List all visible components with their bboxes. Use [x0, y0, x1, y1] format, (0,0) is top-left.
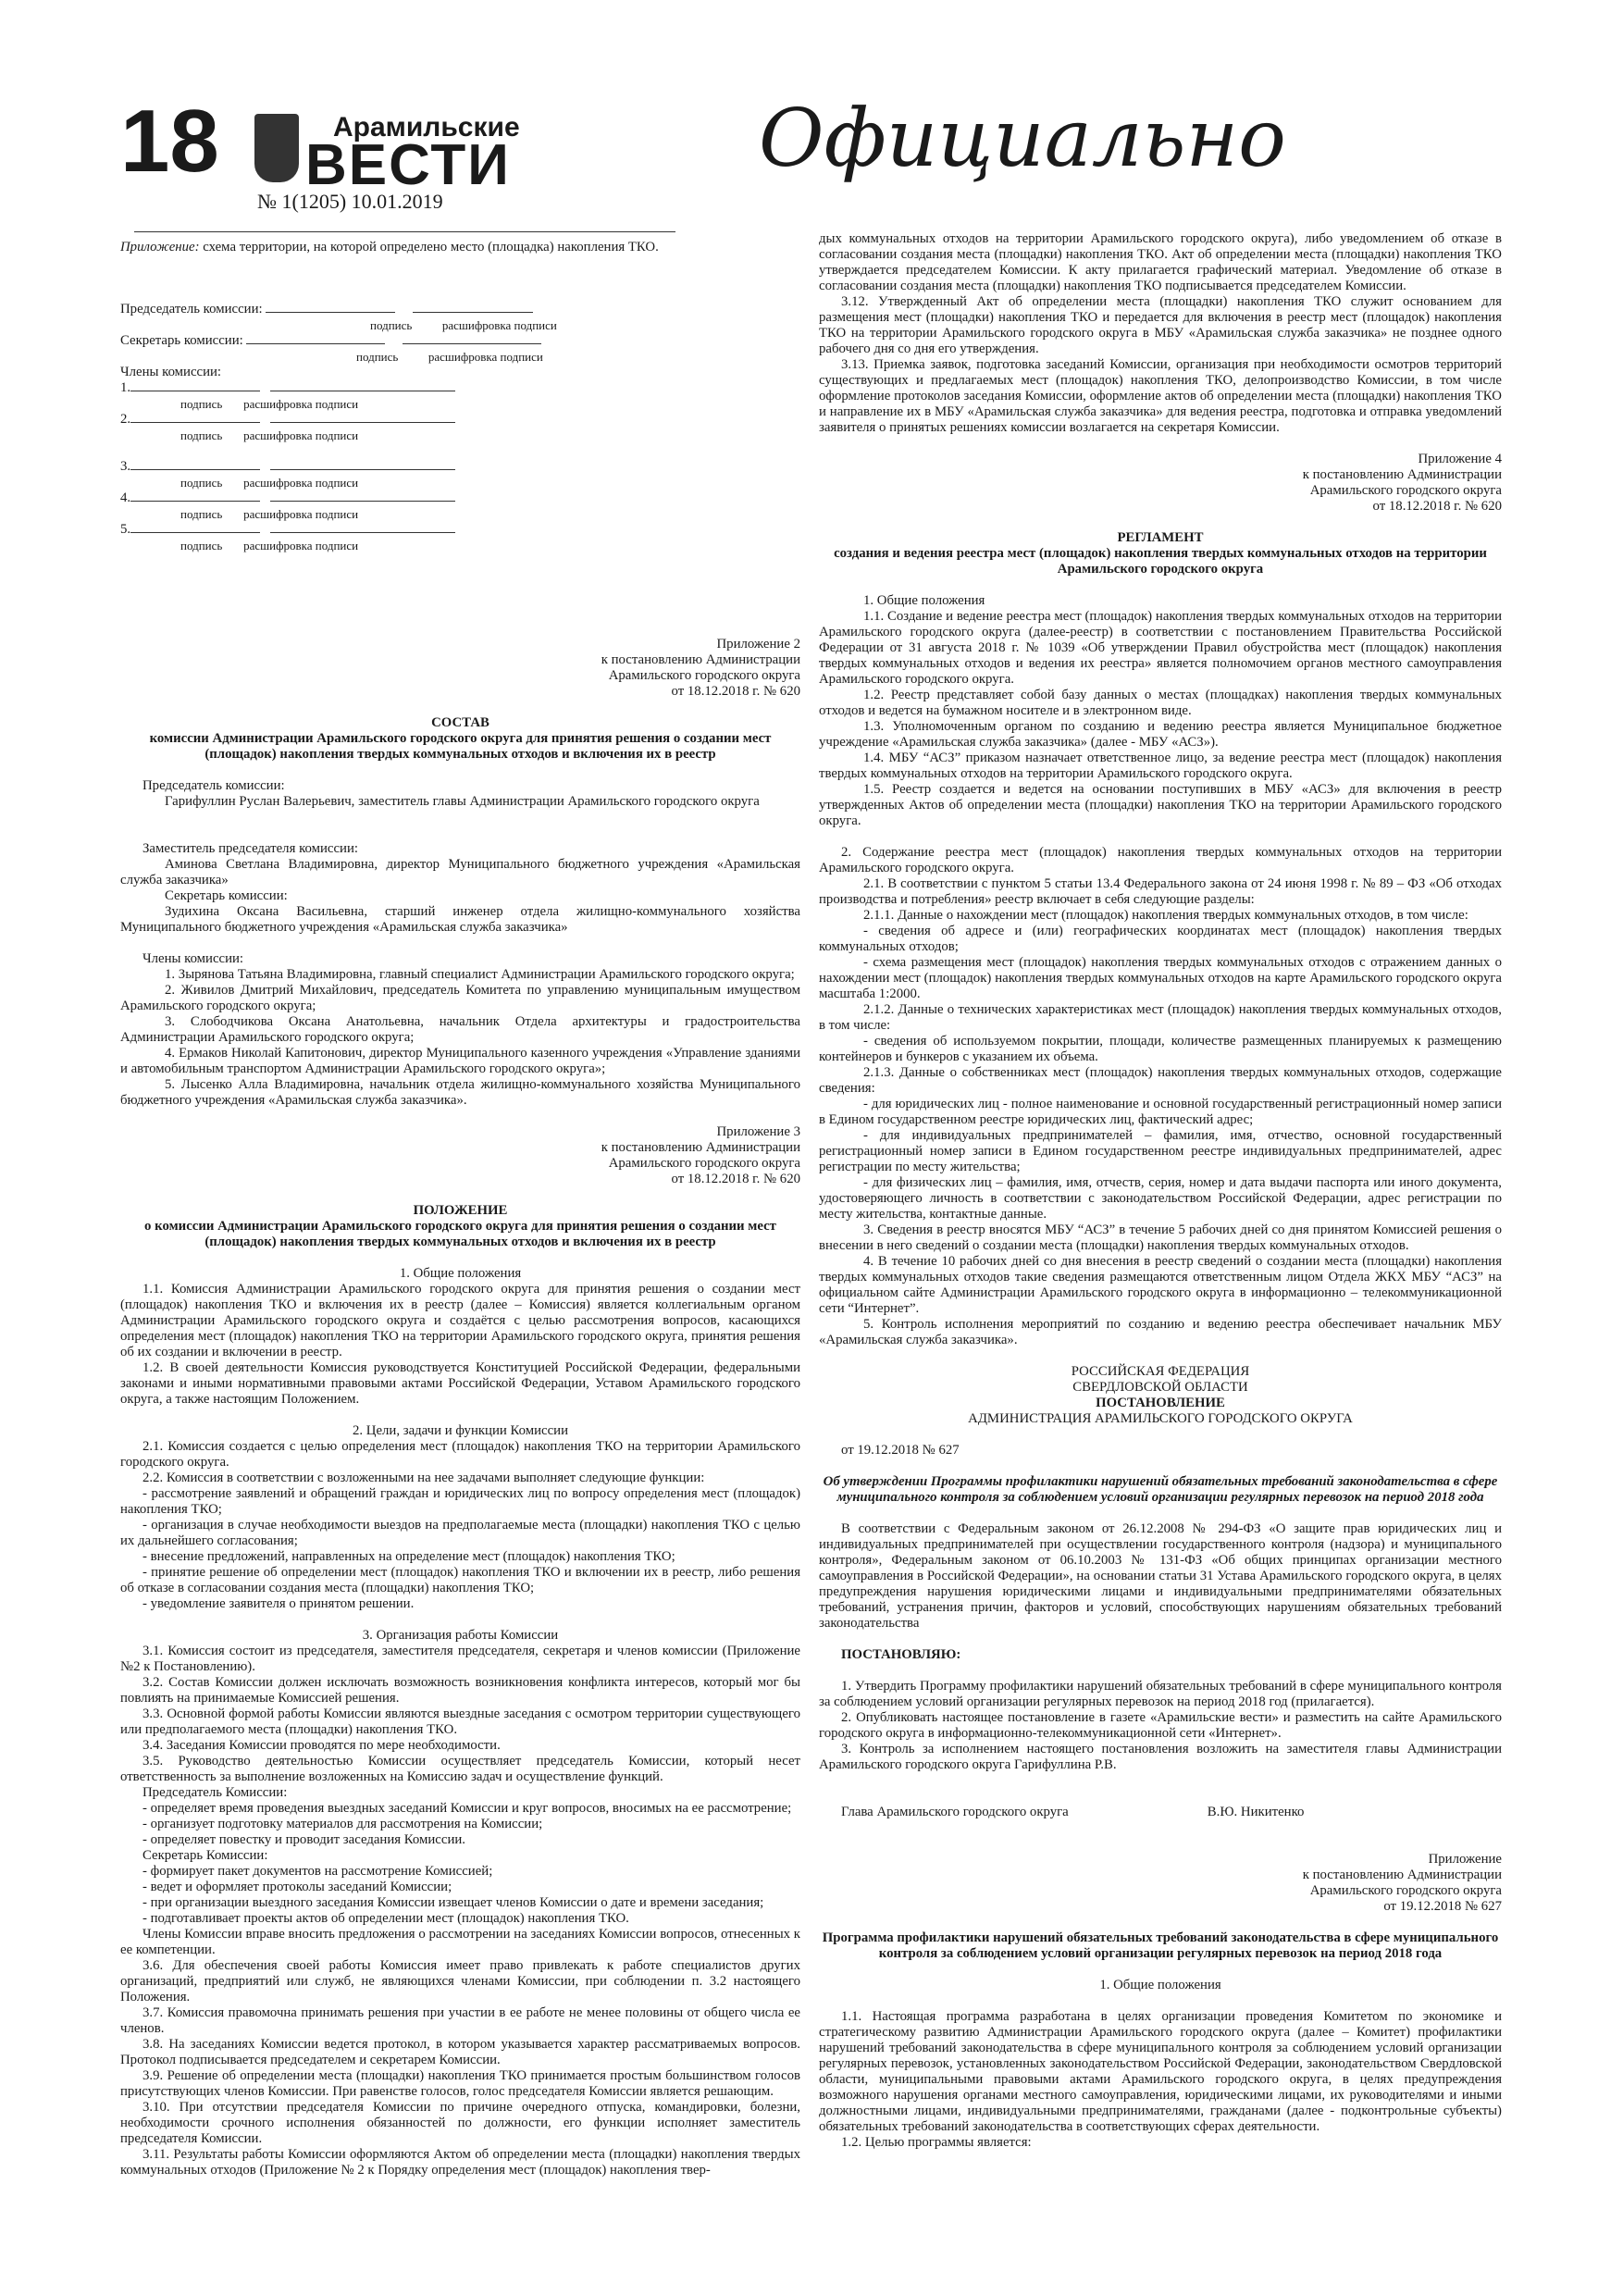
secretary-sign: Секретарь комиссии:	[120, 333, 800, 349]
administration-label: АДМИНИСТРАЦИЯ АРАМИЛЬСКОГО ГОРОДСКОГО ОКРУГА	[968, 1411, 1353, 1426]
coat-of-arms-icon	[254, 114, 299, 182]
page-number: 18	[120, 92, 219, 191]
rf-label: РОССИЙСКАЯ ФЕДЕРАЦИЯ	[1071, 1364, 1250, 1379]
chairman-sign: Председатель комиссии:	[120, 302, 800, 317]
appendix-4-header: Приложение 4 к постановлению Администрации Арамильского городского округа от 18.12.2018 г. № 620	[1302, 452, 1502, 514]
reglament-subtitle: создания и ведения реестра мест (площадок) накопления твердых коммунальных отходов на территории Арамильского городского округа	[834, 546, 1487, 577]
head-signature: Глава Арамильского городского округа В.Ю. Никитенко	[841, 1805, 1305, 1819]
decree-about: Об утверждении Программы профилактики нарушений обязательных требований законодательства в сфере муниципального контроля за соблюдением условий организации регулярных перевозок на период 2018 года	[823, 1474, 1498, 1505]
reglament-title: РЕГЛАМЕНТ	[1117, 530, 1204, 545]
decree-date: от 19.12.2018 № 627	[841, 1443, 960, 1458]
issue-info: № 1(1205) 10.01.2019	[257, 190, 443, 213]
sostav-subtitle: комиссии Администрации Арамильского городского округа для принятия решения о создании мест (площадок) накопления твердых коммунальных отходов и включения их в реестр	[149, 731, 772, 762]
program-title: Программа профилактики нарушений обязательных требований законодательства в сфере муниципального контроля за соблюдением условий организации регулярных перевозок на период 2018 года	[822, 1930, 1499, 1961]
page-header	[120, 92, 1508, 236]
members-label: Члены комиссии:	[120, 365, 222, 379]
right-column: дых коммунальных отходов на территории Арамильского городского округа), либо уведомлением об отказе в согласовании создания места (площадки) накопления ТКО. Акт об определении места (площадки) накопления ТКО утверждается председателем Комиссии. К акту прилагается графический материал. Уведомление об отказе в согласовании создания места (площадки) накопления ТКО подписывается председателем Комиссии. 3.12. Утвержденный Акт об определении места (площадки) накопления ТКО служит основанием для размещения мест (площадки) накопления ТКО и передается для включения в реестр мест (площадок) накопления ТКО на территории Арамильского городского округа в МБУ «Арамильская служба заказчика» не позднее одного рабочего дня со дня его утверждения. 3.13. Приемка заявок, подготовка заседаний Комиссии, организация при необходимости осмотров территорий существующих и предлагаемых мест (площадок) накопления ТКО, делопроизводство Комиссии, в том числе оформление протоколов заседания Комиссии, оформление актов об определении места (площадки) накопления ТКО и направление их в МБУ «Арамильская служба заказчика» для ведения реестра, подготовка и отправка уведомлений заявителя о принятых решениях комиссии возлагается на секретаря Комиссии. Приложение 4 к постановлению Администрации Арамильского городского округа от 18.12.2018 г. № 620 РЕГЛАМЕНТ создания и ведения реестра мест (площадок) накопления твердых коммунальных отходов на территории Арамильского городского округа 1. Общие положения 1.1. Создание и ведение реестра мест (площадок) накопления твердых коммунальных отходов на территории Арамильского городского округа (далее-реестр) в соответствии с постановлением Правительства Российской Федерации от 31 августа 2018 г. № 1039 «Об утверждении Правил обустройства мест (площадок) накопления твердых коммунальных отходов и ведения их реестра» является полномочием органов местного самоуправления Арамильского городского округа. 1.2. Реестр представляет собой базу данных о местах (площадках) накопления твердых коммунальных отходов и ведется на бумажном носителе и в электронном виде. 1.3. Уполномоченным органом по созданию и ведению реестра является Муниципальное бюджетное учреждение «Арамильская служба заказчика» (далее - МБУ «АСЗ»). 1.4. МБУ “АСЗ” приказом назначает ответственное лицо, за ведение реестра мест (площадок) накопления твердых коммунальных отходов на территории Арамильского городского округа. 1.5. Реестр создается и ведется на основании поступивших в МБУ «АСЗ» для включения в реестр утвержденных Актов об определении места (площадки) накопления ТКО на территории Арамильского городского округа. 2. Содержание реестра мест (площадок) накопления твердых коммунальных отходов на территории Арамильского городского округа. 2.1. В соответствии с пунктом 5 статьи 13.4 Федерального закона от 24 июня 1998 г. № 89 – ФЗ «Об отходах производства и потребления» реестр включает в себя следующие разделы: 2.1.1. Данные о нахождении мест (площадок) накопления твердых коммунальных отходов, в том числе: - сведения об адресе и (или) географических координатах мест (площадок) накопления твердых коммунальных отходов; - схема размещения мест (площадок) накопления твердых коммунальных отходов с отражением данных о нахождении мест (площадок) накопления твердых коммунальных отходов на карте Арамильского городского округа масштаба 1:2000. 2.1.2. Данные о технических характеристиках мест (площадок) накопления твердых коммунальных отходов, в том числе: - сведения об используемом покрытии, площади, количестве размещенных планируемых к размещению контейнеров и бункеров с указанием их объема. 2.1.3. Данные о собственниках мест (площадок) накопления твердых коммунальных отходов, содержащие сведения: - для юридических лиц - полное наименование и основной государственный регистрационный номер записи в Едином государственном реестре юридических лиц, фактический адрес; - для индивидуальных предпринимателей – фамилия, имя, отчество, основной государственный регистрационный номер записи в Едином государственном реестре индивидуальных предпринимателей, адрес регистрации по месту жительства; - для физических лиц – фамилия, имя, отчеств, серия, номер и дата выдачи паспорта или иного документа, удостоверяющего личность в соответствии с законодательством Российской Федерации, адрес регистрации по месту жительства, контактные данные. 3. Сведения в реестр вносятся МБУ “АСЗ” в течение 5 рабочих дней со дня принятом Комиссией решения о внесении в него сведений о создании места (площадки) накопления твердых коммунальных отходов. 4. В течение 10 рабочих дней со дня внесения в реестр сведений о создании места (площадки) накопления твердых коммунальных отходов такие сведения размещаются ответственным лицом Отдела ЖКХ МБУ “АСЗ” на официальном сайте Администрации Арамильского городского округа в информационно – телекоммуникационной сети “Интернет”. 5. Контроль исполнения мероприятий по созданию и ведению реестра обеспечивает начальник МБУ «Арамильская служба заказчика». РОССИЙСКАЯ ФЕДЕРАЦИЯ СВЕРДЛОВСКОЙ ОБЛАСТИ ПОСТАНОВЛЕНИЕ АДМИНИСТРАЦИЯ АРАМИЛЬСКОГО ГОРОДСКОГО ОКРУГА от 19.12.2018 № 627 Об утверждении Программы профилактики нарушений обязательных требований законодательства в сфере муниципального контроля за соблюдением условий организации регулярных перевозок на период 2018 года В соответствии с Федеральным законом от 26.12.2008 № 294-ФЗ «О защите прав юридических лиц и индивидуальных предпринимателей при осуществлении государственного контроля (надзора) и муниципального контроля», Федеральным законом от 06.10.2003 № 131-ФЗ «Об общих принципах организации местного самоуправления в Российской Федерации», на основании статьи 31 Устава Арамильского городского округа, в целях предупреждения нарушения юридическими лицами и индивидуальными предпринимателями обязательных требований, устранения причин, факторов и условий, способствующих нарушениям обязательных требований законодательства ПОСТАНОВЛЯЮ: 1. Утвердить Программу профилактики нарушений обязательных требований в сфере муниципального контроля за соблюдением условий организации регулярных перевозок на период 2018 год (прилагается). 2. Опубликовать настоящее постановление в газете «Арамильские вести» и разместить на сайте Арамильского городского округа в информационно-телекоммуникационной сети «Интернет». 3. Контроль за исполнением настоящего постановления возложить на заместителя главы Администрации Арамильского городского округа Гарифуллина Р.В. Глава Арамильского городского округа В.Ю. Никитенко Приложение к постановлению Администрации Арамильского городского округа от 19.12.2018 № 627 Программа профилактики нарушений обязательных требований законодательства в сфере муниципального контроля за соблюдением условий организации регулярных перевозок на период 2018 года 1. Общие положения 1.1. Настоящая программа разработана в целях организации проведения Комитетом по экономике и стратегическому развитию Администрации Арамильского городского округа (далее – Комитет) профилактики нарушений требований законодательства в сфере муниципального контроля за соблюдением условий организации регулярных перевозок, установленных законодательством Российской Федерации, законодательством Свердловской области, муниципальными правовыми актами Арамильского городского округа, в целях предупреждения возможного нарушения органами местного самоуправления, юридическими лицами, их руководителями и иными должностными лицами, индивидуальными предпринимателями, гражданами (далее - подконтрольные субъекты) обязательных требований законодательства в соответствующих сферах деятельности. 1.2. Целью программы является:	[819, 231, 1502, 2150]
postanovlenie-title: ПОСТАНОВЛЕНИЕ	[1096, 1396, 1225, 1410]
appendix-3-header: Приложение 3 к постановлению Администрации Арамильского городского округа от 18.12.2018 г. № 620	[601, 1124, 800, 1186]
logo-line2: ВЕСТИ	[305, 133, 511, 197]
decree-label: ПОСТАНОВЛЯЮ:	[841, 1647, 961, 1662]
polozhenie-subtitle: о комиссии Администрации Арамильского городского округа для принятия решения о создании мест (площадок) накопления твердых коммунальных отходов и включения их в реестр	[144, 1219, 776, 1249]
appendix-2-header: Приложение 2 к постановлению Администрации Арамильского городского округа от 18.12.2018 г. № 620	[601, 637, 800, 699]
appendix-header: Приложение к постановлению Администрации Арамильского городского округа от 19.12.2018 № 627	[1302, 1852, 1502, 1914]
sostav-title: СОСТАВ	[431, 715, 489, 730]
attachment-note: Приложение: схема территории, на которой определено место (площадка) накопления ТКО.	[120, 240, 659, 254]
region-label: СВЕРДЛОВСКОЙ ОБЛАСТИ	[1072, 1380, 1248, 1395]
polozhenie-title: ПОЛОЖЕНИЕ	[413, 1203, 508, 1218]
section-title: Официально	[759, 93, 1286, 185]
left-column: Приложение: схема территории, на которой определено место (площадка) накопления ТКО. Председатель комиссии: подпись расшифровка подписи Секретарь комиссии: подпись расшифровка подписи Члены комиссии: 1. подпись расшифровка подписи 2. подпись расшифровка подписи 3. подпись расшифровка подписи 4. подпись расшифровка подписи 5. подпись расшифровка подписи Приложение 2 к постановлению Администрации Арамильского городского округа от 18.12.2018 г. № 620 СОСТАВ комиссии Администрации Арамильского городского округа для принятия решения о создании мест (площадок) накопления твердых коммунальных отходов и включения их в реестр Председатель комиссии: Гарифуллин Руслан Валерьевич, заместитель главы Администрации Арамильского городского округа Заместитель председателя комиссии: Аминова Светлана Владимировна, директор Муниципального бюджетного учреждения «Арамильская служба заказчика» Секретарь комиссии: Зудихина Оксана Васильевна, старший инженер отдела жилищно-коммунального хозяйства Муниципального бюджетного учреждения «Арамильская служба заказчика» Члены комиссии: 1. Зырянова Татьяна Владимировна, главный специалист Администрации Арамильского городского округа; 2. Живилов Дмитрий Михайлович, председатель Комитета по управлению муниципальным имуществом Арамильского городского округа; 3. Слободчикова Оксана Анатольевна, начальник Отдела архитектуры и градостроительства Администрации Арамильского городского округа; 4. Ермаков Николай Капитонович, директор Муниципального казенного учреждения «Управление зданиями и автомобильным транспортом Администрации Арамильского городского округа»; 5. Лысенко Алла Владимировна, начальник отдела жилищно-коммунального хозяйства Муниципального бюджетного учреждения «Арамильская служба заказчика». Приложение 3 к постановлению Администрации Арамильского городского округа от 18.12.2018 г. № 620 ПОЛОЖЕНИЕ о комиссии Администрации Арамильского городского округа для принятия решения о создании мест (площадок) накопления твердых коммунальных отходов и включения их в реестр 1. Общие положения 1.1. Комиссия Администрации Арамильского городского округа для принятия решения о создании мест (площадок) накопления ТКО и включения их в реестр (далее – Комиссия) является коллегиальным органом Администрации Арамильского городского округа и создаётся с целью рассмотрения вопросов, касающихся определения мест (площадок) накопления ТКО на территории Арамильского городского округа, принятия решения об их создании и включении в реестр. 1.2. В своей деятельности Комиссия руководствуется Конституцией Российской Федерации, федеральными законами и иными нормативными правовыми актами Российской Федерации, Уставом Арамильского городского округа, а также настоящим Положением. 2. Цели, задачи и функции Комиссии 2.1. Комиссия создается с целью определения мест (площадок) накопления ТКО на территории Арамильского городского округа. 2.2. Комиссия в соответствии с возложенными на нее задачами выполняет следующие функции: - рассмотрение заявлений и обращений граждан и юридических лиц по вопросу определения мест (площадок) накопления ТКО; - организация в случае необходимости выездов на предполагаемые места (площадки) накопления ТКО с целью их дальнейшего согласования; - внесение предложений, направленных на определение мест (площадок) накопления ТКО; - принятие решение об определении мест (площадок) накопления ТКО и включении их в реестр, либо решения об отказе в согласовании создания места (площадки) накопления ТКО; - уведомление заявителя о принятом решении. 3. Организация работы Комиссии 3.1. Комиссия состоит из председателя, заместителя председателя, секретаря и членов комиссии (Приложение №2 к Постановлению). 3.2. Состав Комиссии должен исключать возможность возникновения конфликта интересов, который мог бы повлиять на принимаемые Комиссией решения. 3.3. Основной формой работы Комиссии являются выездные заседания с осмотром территории существующего или предполагаемого места (площадки) накопления ТКО. 3.4. Заседания Комиссии проводятся по мере необходимости. 3.5. Руководство деятельностью Комиссии осуществляет председатель Комиссии, который несет ответственность за выполнение возложенных на Комиссию задач и осуществление функций. Председатель Комиссии: - определяет время проведения выездных заседаний Комиссии и круг вопросов, вносимых на ее рассмотрение; - организует подготовку материалов для рассмотрения на Комиссии; - определяет повестку и проводит заседания Комиссии. Секретарь Комиссии: - формирует пакет документов на рассмотрение Комиссией; - ведет и оформляет протоколы заседаний Комиссии; - при организации выездного заседания Комиссии извещает членов Комиссии о дате и времени заседания; - подготавливает проекты актов об определении мест (площадок) накопления ТКО. Члены Комиссии вправе вносить предложения о рассмотрении на заседаниях Комиссии вопросов, отнесенных к ее компетенции. 3.6. Для обеспечения своей работы Комиссия имеет право привлекать к работе специалистов других организаций, предприятий или служб, не являющихся членами Комиссии, при соблюдении п. 3.2 настоящего Положения. 3.7. Комиссия правомочна принимать решения при участии в ее работе не менее половины от общего числа ее членов. 3.8. На заседаниях Комиссии ведется протокол, в котором указывается характер рассматриваемых вопросов. Протокол подписывается председателем и секретарем Комиссии. 3.9. Решение об определении места (площадки) накопления ТКО принимается простым большинством голосов присутствующих членов Комиссии. При равенстве голосов, голос председателя Комиссии является решающим. 3.10. При отсутствии председателя Комиссии по причине очередного отпуска, командировки, болезни, необходимости срочного исполнения обязанностей по должности, его функции исполняет заместитель председателя Комиссии. 3.11. Результаты работы Комиссии оформляются Актом об определении места (площадки) накопления твердых коммунальных отходов (Приложение № 2 к Порядку определения мест (площадок) накопления твер-	[120, 231, 800, 2178]
divider	[134, 231, 675, 232]
logo-line1: Арамильские	[333, 112, 520, 143]
